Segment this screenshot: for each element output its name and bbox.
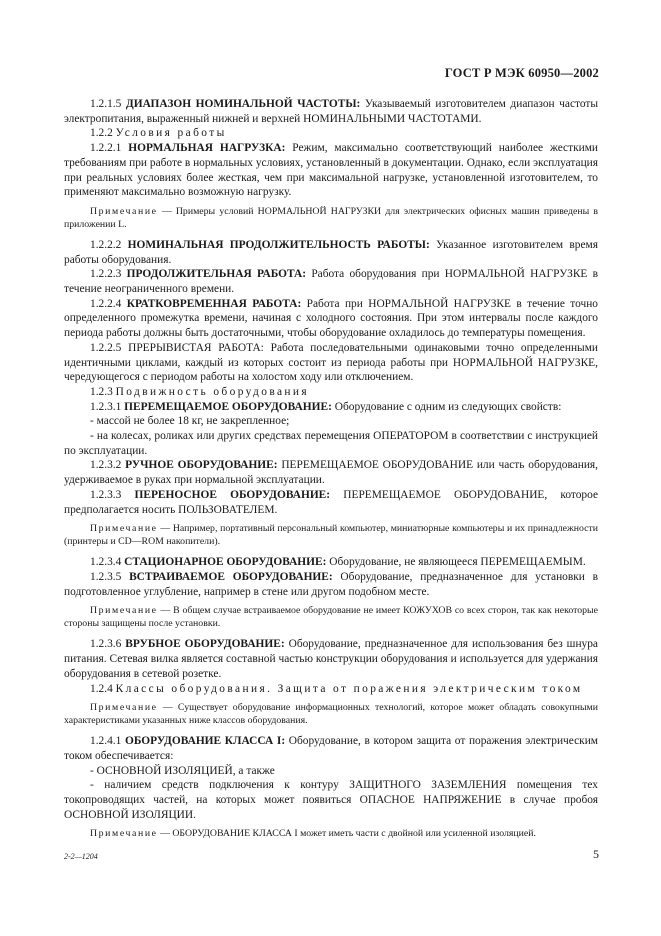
term: СТАЦИОНАРНОЕ ОБОРУДОВАНИЕ:	[124, 556, 327, 569]
clause-1-2-4-1: 1.2.4.1 ОБОРУДОВАНИЕ КЛАССА I: Оборудование, в котором защита от поражения электрическим током обеспечивается:	[64, 735, 599, 762]
heading-1-2-3: 1.2.3 Подвижность оборудования	[90, 385, 310, 398]
heading-1-2-4: 1.2.4 Классы оборудования. Защита от поражения электрическим током	[90, 682, 583, 695]
term: ОБОРУДОВАНИЕ КЛАССА I:	[124, 735, 286, 748]
note-2: Примечание — Например, портативный персональный компьютер, миниатюрные компьютеры и их принадлежности (принтеры и CD—ROM накопители).	[64, 523, 598, 548]
list-item: - ОСНОВНОЙ ИЗОЛЯЦИЕЙ, а также	[90, 764, 275, 777]
list-item: - наличием средств подключения к контуру ЗАЩИТНОГО ЗАЗЕМЛЕНИЯ помещения тех токопроводящих частей, на которых может появиться ОПАСНОЕ НАПРЯЖЕНИЕ в случае пробоя ОСНОВНОЙ ИЗОЛЯЦИИ.	[64, 779, 598, 821]
clause-1-2-3-2: 1.2.3.2 РУЧНОЕ ОБОРУДОВАНИЕ: ПЕРЕМЕЩАЕМОЕ ОБОРУДОВАНИЕ или часть оборудования, удерживаемое в руках при нормальной эксплуатации.	[64, 459, 599, 487]
term: ДИАПАЗОН НОМИНАЛЬНОЙ ЧАСТОТЫ:	[125, 98, 361, 110]
term: ПЕРЕМЕЩАЕМОЕ ОБОРУДОВАНИЕ:	[124, 400, 332, 413]
document-body	[64, 97, 598, 847]
page-number: 5	[593, 847, 599, 861]
clause-1-2-3-1: 1.2.3.1 ПЕРЕМЕЩАЕМОЕ ОБОРУДОВАНИЕ: Оборудование с одним из следующих свойств:	[90, 400, 562, 413]
term: ВРУБНОЕ ОБОРУДОВАНИЕ:	[125, 638, 285, 651]
list-item: - массой не более 18 кг, не закрепленное;	[90, 415, 290, 428]
heading-1-2-2: 1.2.2 Условия работы	[90, 127, 227, 140]
print-code: 2-2—1204	[64, 852, 98, 861]
term: НОМИНАЛЬНАЯ ПРОДОЛЖИТЕЛЬНОСТЬ РАБОТЫ:	[127, 238, 430, 251]
clause-1-2-2-4: 1.2.2.4 КРАТКОВРЕМЕННАЯ РАБОТА: Работа при НОРМАЛЬНОЙ НАГРУЗКЕ в течение точно определенного промежутка времени, начиная с холодного состояния. При этом интервалы после каждого периода работы должны быть достаточными, чтобы оборудование охладилось до температуры помещения.	[64, 297, 599, 340]
term: НОРМАЛЬНАЯ НАГРУЗКА:	[128, 142, 286, 155]
note-4: Примечание — Существует оборудование информационных технологий, которое может обладать совокупными характеристиками указанных ниже классов оборудования.	[64, 702, 598, 727]
note-1: Примечание — Примеры условий НОРМАЛЬНОЙ НАГРУЗКИ для электрических офисных машин приведены в приложении L.	[64, 205, 598, 230]
clause-1-2-2-3: 1.2.2.3 ПРОДОЛЖИТЕЛЬНАЯ РАБОТА: Работа оборудования при НОРМАЛЬНОЙ НАГРУЗКЕ в течение неограниченного времени.	[64, 268, 598, 296]
term: ВСТРАИВАЕМОЕ ОБОРУДОВАНИЕ:	[129, 570, 333, 583]
term: ПРЕРЫВИСТАЯ РАБОТА:	[128, 341, 264, 354]
list-item: - на колесах, роликах или других средствах перемещения ОПЕРАТОРОМ в соответствии с инструкцией по эксплуатации.	[64, 430, 598, 457]
term: ПРОДОЛЖИТЕЛЬНАЯ РАБОТА:	[126, 268, 307, 281]
clause-1-2-3-6: 1.2.3.6 ВРУБНОЕ ОБОРУДОВАНИЕ: Оборудование, предназначенное для использования без шнура питания. Сетевая вилка является составной частью конструкции оборудования и используется для удержания оборудования в сетевой розетке.	[64, 638, 598, 680]
term: КРАТКОВРЕМЕННАЯ РАБОТА:	[126, 297, 302, 310]
clause-1-2-1-5: 1.2.1.5 ДИАПАЗОН НОМИНАЛЬНОЙ ЧАСТОТЫ: Указываемый изготовителем диапазон частоты электропитания, выраженный нижней и верхней НОМИНАЛЬНЫМИ ЧАСТОТАМИ.	[64, 98, 599, 125]
clause-1-2-3-3: 1.2.3.3 ПЕРЕНОСНОЕ ОБОРУДОВАНИЕ: ПЕРЕМЕЩАЕМОЕ ОБОРУДОВАНИЕ, которое предполагается носить ПОЛЬЗОВАТЕЛЕМ.	[64, 488, 599, 516]
term: РУЧНОЕ ОБОРУДОВАНИЕ:	[125, 459, 278, 472]
term: ПЕРЕНОСНОЕ ОБОРУДОВАНИЕ:	[134, 488, 331, 501]
clause-1-2-3-5: 1.2.3.5 ВСТРАИВАЕМОЕ ОБОРУДОВАНИЕ: Оборудование, предназначенное для установки в подготовленное углубление, например в стене или другом подобном месте.	[64, 570, 599, 598]
clause-1-2-2-5: 1.2.2.5 ПРЕРЫВИСТАЯ РАБОТА: Работа последовательными одинаковыми точно определенными идентичными циклами, каждый из которых состоит из периода работы при НОРМАЛЬНОЙ НАГРУЗКЕ, чередующегося с периодом работы на холостом ходу или отключением.	[64, 341, 599, 384]
clause-1-2-2-1: 1.2.2.1 НОРМАЛЬНАЯ НАГРУЗКА: Режим, максимально соответствующий наиболее жесткими требованиям при работе в нормальных условиях, установленный в документации. Однако, если эксплуатация при реальных условиях более жесткая, чем при максимальной нагрузке, установленной изготовителем, то применяют максимально возможную нагрузку.	[64, 142, 599, 199]
note-5: Примечание — ОБОРУДОВАНИЕ КЛАССА I может иметь части с двойной или усиленной изоляцией.	[90, 828, 536, 840]
document-header: ГОСТ Р МЭК 60950—2002	[444, 66, 599, 80]
clause-1-2-3-4: 1.2.3.4 СТАЦИОНАРНОЕ ОБОРУДОВАНИЕ: Оборудование, не являющееся ПЕРЕМЕЩАЕМЫМ.	[90, 556, 586, 569]
clause-1-2-2-2: 1.2.2.2 НОМИНАЛЬНАЯ ПРОДОЛЖИТЕЛЬНОСТЬ РАБОТЫ: Указанное изготовителем время работы оборудования.	[64, 238, 599, 266]
note-3: Примечание — В общем случае встраиваемое оборудование не имеет КОЖУХОВ со всех сторон, так как некоторые стороны защищены после установки.	[64, 605, 598, 630]
